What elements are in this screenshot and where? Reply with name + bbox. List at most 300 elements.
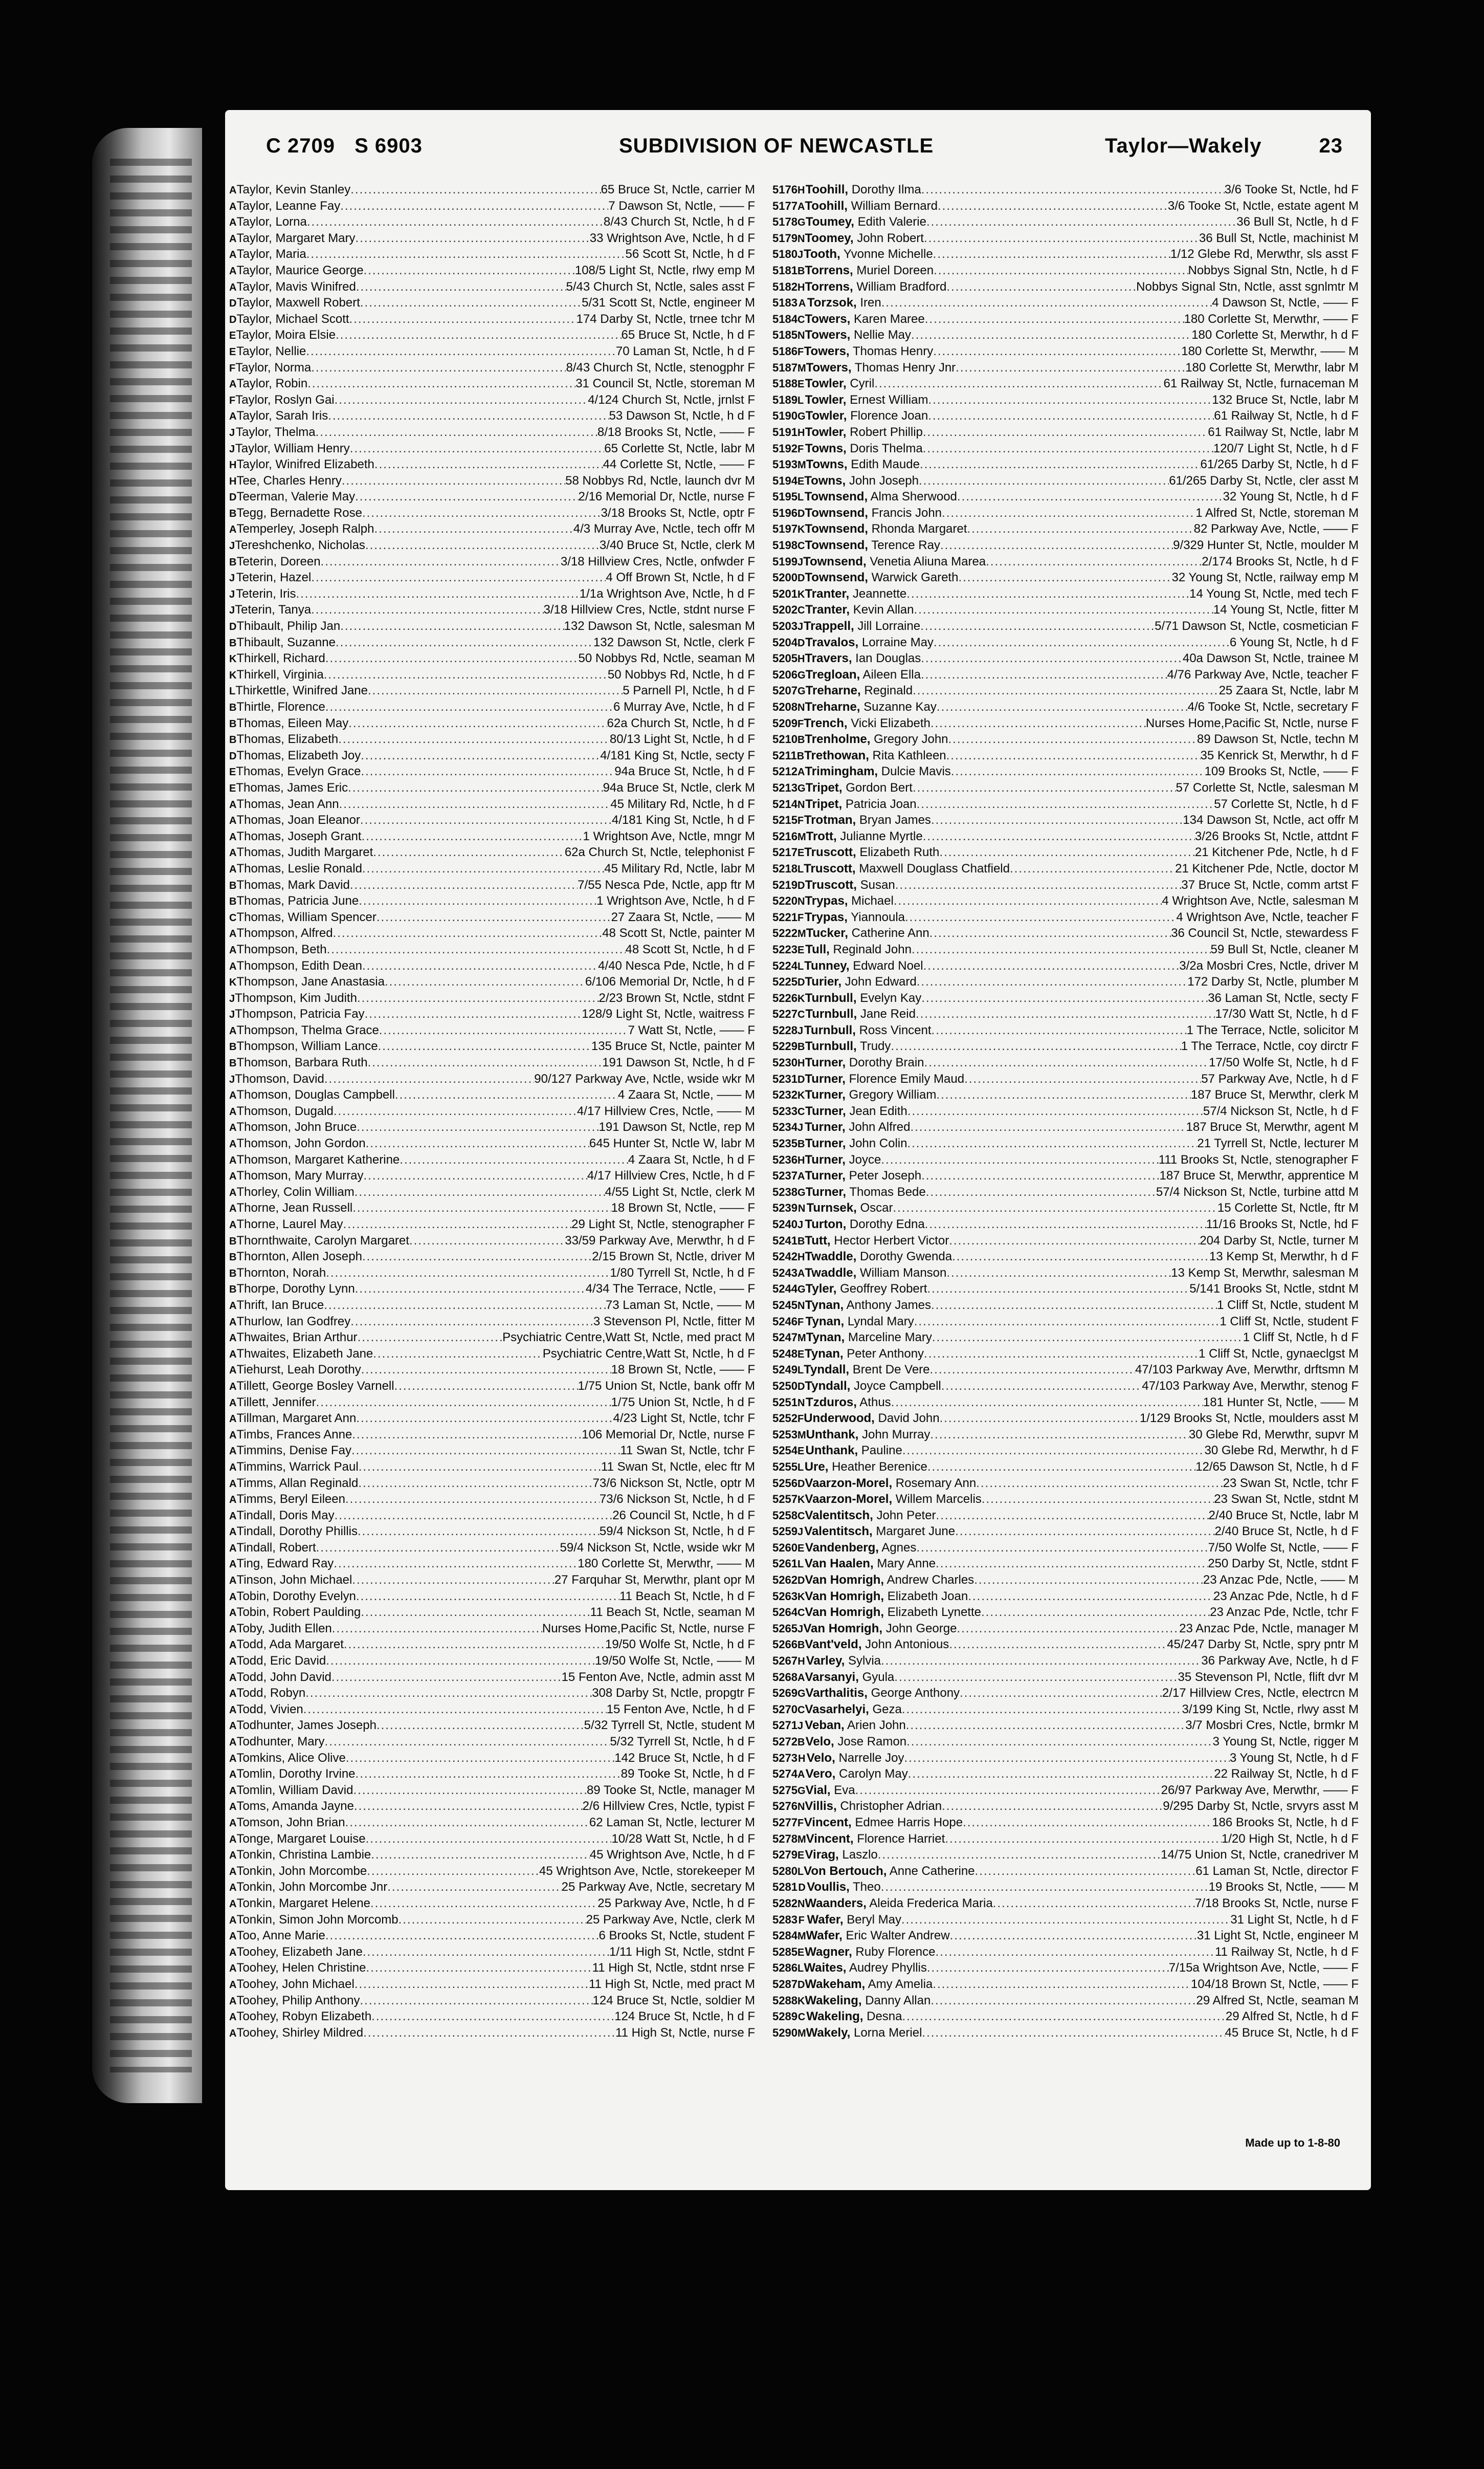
entry-name: Thomson, Barbara Ruth [236, 1056, 368, 1070]
directory-entry [225, 1362, 757, 1378]
entry-code: N [797, 1300, 805, 1312]
entry-name: Thomson, John Bruce [236, 1120, 357, 1134]
entry-address: 191 Dawson St, Nctle, h d F [602, 1056, 755, 1070]
entry-code: A [797, 1171, 805, 1183]
entry-code: A [229, 1914, 237, 1926]
entry-given-names: Marceline Mary [848, 1330, 932, 1345]
entry-name: Taylor, Maxwell Robert [236, 296, 360, 310]
leader-dots [296, 586, 579, 602]
entry-name: Taylor, Mavis Winifred [236, 279, 356, 294]
entry-number: 5216 [772, 829, 798, 843]
entry-surname: Trimingham, [805, 764, 878, 779]
entry-address: Nurses Home,Pacific St, Nctle, nurse F [542, 1621, 755, 1635]
entry-surname: Van Haalen, [804, 1557, 874, 1571]
leader-dots [395, 1087, 618, 1103]
directory-entry [772, 182, 1361, 198]
directory-entry [225, 1265, 757, 1281]
leader-dots [362, 828, 583, 845]
entry-number: 5268 [772, 1670, 798, 1684]
entry-surname: Turnsek, [806, 1201, 857, 1215]
entry-address: 45 Military Rd, Nctle, h d F [610, 797, 755, 811]
entry-name: Tegg, Bernadette Rose [236, 506, 362, 520]
entry-code: D [797, 1381, 805, 1392]
directory-entry [772, 958, 1361, 974]
directory-entry [772, 456, 1361, 473]
leader-dots [327, 942, 626, 958]
directory-entry [772, 1459, 1361, 1475]
entry-number: 5225 [772, 975, 798, 989]
entry-surname: Voullis, [807, 1880, 850, 1894]
leader-dots [917, 796, 1214, 813]
entry-code: J [797, 249, 804, 261]
leader-dots [936, 1507, 1209, 1524]
entry-surname: Ure, [804, 1459, 829, 1474]
leader-dots [923, 424, 1208, 441]
entry-code: J [797, 1526, 804, 1538]
leader-dots [906, 1734, 1212, 1750]
directory-entry [225, 683, 757, 699]
entry-code: J [229, 1074, 235, 1085]
entry-name [806, 1427, 931, 1443]
directory-entry [772, 909, 1361, 926]
entry-address: 1/12 Glebe Rd, Merwthr, sls asst F [1170, 247, 1359, 261]
directory-entry [225, 1976, 757, 1993]
entry-address: 3 Young St, Nctle, h d F [1229, 1751, 1359, 1765]
entry-name [805, 1459, 927, 1475]
entry-name: Thomas, Joseph Grant [236, 829, 362, 843]
entry-name [805, 1976, 933, 1993]
entry-name: Timbs, Frances Anne [236, 1427, 352, 1441]
directory-entry [772, 1766, 1361, 1782]
entry-given-names: Yvonne Michelle [843, 247, 933, 261]
entry-code: A [229, 928, 237, 940]
made-up-date: Made up to 1-8-80 [1245, 2136, 1340, 2149]
directory-entry [772, 214, 1361, 230]
entry-address: Nurses Home,Pacific St, Nctle, nurse F [1145, 716, 1359, 730]
directory-entry [225, 748, 757, 764]
entry-code: B [229, 1268, 237, 1279]
entry-number: 5235 [772, 1137, 798, 1150]
entry-given-names: John Joseph [849, 473, 919, 488]
entry-address: 5/31 Scott St, Nctle, engineer M [582, 296, 755, 310]
entry-name: Taylor, Nellie [236, 344, 306, 358]
leader-dots [352, 1200, 611, 1216]
directory-entry [225, 1314, 757, 1330]
entry-name: Thirkell, Virginia [236, 667, 324, 682]
leader-dots [907, 1103, 1203, 1120]
entry-name [805, 1604, 981, 1621]
entry-address: 61/265 Darby St, Nctle, h d F [1200, 457, 1359, 472]
entry-surname: Vaarzon-Morel, [805, 1476, 893, 1490]
leader-dots [325, 650, 579, 667]
directory-entry [225, 1055, 757, 1071]
entry-given-names: Maxwell Douglass Chatfield [859, 861, 1010, 876]
directory-entry [225, 1717, 757, 1734]
entry-address: 32 Young St, Nctle, railway emp M [1171, 571, 1359, 585]
entry-code: J [229, 427, 235, 439]
entry-name [805, 1071, 964, 1087]
entry-address: 1 Wrightson Ave, Nctle, mngr M [583, 829, 755, 843]
entry-address: 124 Bruce St, Nctle, h d F [614, 2009, 755, 2024]
leader-dots [957, 489, 1223, 505]
entry-surname: Turner, [805, 1104, 846, 1118]
directory-entry [772, 780, 1361, 796]
directory-entry [772, 521, 1361, 537]
entry-name: Taylor, Norma [235, 360, 312, 375]
entry-name: Thomas, William Spencer [236, 910, 376, 924]
entry-code: A [229, 1461, 237, 1473]
entry-address: 94a Bruce St, Nctle, clerk M [603, 780, 755, 795]
entry-number: 5236 [772, 1153, 798, 1166]
entry-code: A [229, 1478, 237, 1490]
directory-entry [225, 392, 757, 408]
entry-number: 5254 [772, 1444, 798, 1457]
entry-number: 5270 [772, 1702, 798, 1716]
entry-address: 7 Watt St, Nctle, —— F [628, 1023, 755, 1037]
entry-number: 5258 [772, 1509, 798, 1522]
entry-given-names: Rosemary Ann [895, 1476, 977, 1490]
entry-name [805, 1297, 931, 1314]
entry-address: 36 Laman St, Nctle, secty F [1208, 991, 1359, 1005]
leader-dots [946, 748, 1201, 764]
directory-entry [225, 1459, 757, 1475]
entry-code: M [797, 1429, 806, 1441]
entry-name: Taylor, Lorna [236, 215, 307, 229]
entry-code: B [229, 508, 237, 519]
directory-entry [225, 1621, 757, 1637]
entry-given-names: Theo [853, 1880, 881, 1894]
entry-given-names: William Bradford [856, 279, 947, 294]
directory-entry [772, 473, 1361, 489]
directory-entry [225, 1022, 757, 1039]
entry-address: 57/4 Nickson St, Nctle, h d F [1203, 1104, 1359, 1118]
entry-address: 6 Murray Ave, Nctle, h d F [613, 700, 755, 714]
leader-dots [914, 602, 1213, 618]
entry-address: 62a Church St, Nctle, telephonist F [564, 845, 755, 860]
leader-dots [370, 1895, 597, 1912]
entry-surname: Turton, [805, 1217, 847, 1231]
entry-number: 5215 [772, 814, 798, 827]
leader-dots [902, 1701, 1182, 1718]
leader-dots [881, 295, 1212, 311]
entry-name [805, 1507, 936, 1524]
entry-address: 11 High St, Nctle, stdnt nrse F [592, 1961, 755, 1975]
directory-entry [225, 230, 757, 247]
entry-address: 4/55 Light St, Nctle, clerk M [605, 1185, 755, 1199]
entry-address: 3/26 Brooks St, Nctle, attdnt F [1194, 829, 1359, 843]
entry-number: 5277 [772, 1816, 798, 1829]
entry-name [806, 667, 921, 683]
entry-given-names: Dulcie Mavis [881, 764, 951, 779]
entry-name: Tomson, John Brian [236, 1815, 345, 1829]
entry-name: Tomlin, Dorothy Irvine [236, 1767, 356, 1781]
entry-number: 5285 [772, 1945, 798, 1958]
entry-name [804, 343, 934, 360]
entry-code: M [797, 2027, 806, 2039]
entry-name: Taylor, Leanne Fay [236, 199, 341, 213]
entry-given-names: Thomas Henry Jnr [854, 360, 956, 375]
entry-surname: Varthalitis, [805, 1686, 868, 1700]
leader-dots [356, 279, 566, 295]
entry-address: 2/40 Bruce St, Nctle, h d F [1214, 1524, 1359, 1539]
entry-number: 5184 [772, 312, 798, 325]
entry-name [805, 1055, 924, 1071]
leader-dots [364, 263, 575, 279]
leader-dots [956, 360, 1185, 376]
entry-code: A [229, 249, 237, 261]
entry-code: M [797, 1332, 806, 1344]
entry-code: B [229, 637, 237, 649]
leader-dots [316, 424, 597, 441]
entry-name: Tee, Charles Henry [236, 473, 342, 488]
entry-address: 73/6 Nickson St, Nctle, optr M [592, 1476, 755, 1490]
directory-entry [225, 635, 757, 651]
entry-address: 26 Council St, Nctle, h d F [612, 1508, 755, 1522]
directory-entry [772, 1410, 1361, 1427]
leader-dots [936, 1556, 1208, 1572]
entry-surname: Turner, [805, 1169, 846, 1183]
entry-address: 186 Brooks St, Nctle, h d F [1212, 1815, 1359, 1829]
entry-given-names: Cyril [850, 377, 875, 391]
entry-name [805, 1669, 894, 1686]
entry-address: 57 Corlette St, Nctle, salesman M [1176, 780, 1359, 795]
leader-dots [344, 1636, 605, 1653]
entry-given-names: Geoffrey Robert [840, 1282, 927, 1296]
entry-name: Thompson, Alfred [236, 926, 333, 941]
directory-entry [225, 1604, 757, 1621]
entry-address: 132 Dawson St, Nctle, clerk F [593, 635, 755, 649]
entry-address: 89 Tooke St, Nctle, h d F [621, 1767, 755, 1781]
entry-name: Tillett, George Bosley Varnell [236, 1379, 394, 1393]
entry-surname: Truscott, [804, 845, 856, 860]
entry-given-names: Edith Maude [851, 457, 920, 472]
entry-surname: Turnbull, [804, 1023, 856, 1037]
entry-surname: Van Homrigh, [805, 1605, 884, 1620]
leader-dots [346, 1750, 614, 1766]
entry-address: 1/20 High St, Nctle, h d F [1221, 1831, 1359, 1846]
entry-given-names: Karen Maree [854, 312, 925, 326]
entry-address: 8/18 Brooks St, Nctle, —— F [597, 425, 755, 439]
entry-code: C [797, 1009, 805, 1021]
leader-dots [385, 974, 585, 990]
entry-code: A [229, 185, 237, 196]
directory-entry [772, 263, 1361, 279]
entry-address: Psychiatric Centre,Watt St, Nctle, h d F [542, 1346, 755, 1361]
entry-number: 5201 [772, 587, 798, 600]
entry-name: Tindall, Dorothy Phillis [236, 1524, 358, 1539]
entry-name: Todd, John David [236, 1670, 331, 1684]
directory-entry [772, 295, 1361, 311]
leader-dots [362, 1249, 592, 1265]
entry-number: 5267 [772, 1654, 798, 1668]
entry-given-names: Beryl May [847, 1912, 901, 1927]
entry-name: Tindall, Doris May [236, 1508, 335, 1522]
leader-dots [874, 376, 1163, 392]
leader-dots [949, 1636, 1167, 1653]
entry-address: 108/5 Light St, Nctle, rlwy emp M [574, 263, 755, 277]
entry-name [805, 1168, 921, 1184]
entry-surname: Towler, [805, 409, 847, 423]
entry-number: 5266 [772, 1638, 798, 1651]
entry-surname: Veban, [805, 1718, 845, 1733]
entry-address: 26/97 Parkway Ave, Merwthr, —— F [1161, 1783, 1359, 1797]
entry-code: G [797, 217, 806, 229]
directory-page [225, 110, 1371, 2190]
entry-given-names: Narrelle Joy [838, 1751, 904, 1765]
leader-dots [933, 1976, 1191, 1993]
leader-dots [335, 392, 588, 408]
entry-number: 5276 [772, 1800, 798, 1813]
entry-address: 2/15 Brown St, Nctle, driver M [592, 1250, 755, 1264]
entry-given-names: George Anthony [871, 1686, 960, 1700]
entry-given-names: Suzanne Kay [863, 700, 937, 714]
entry-code: A [229, 1171, 237, 1183]
entry-code: A [229, 1397, 237, 1409]
entry-given-names: Sylvia [848, 1654, 881, 1668]
entry-surname: Trypas, [804, 910, 848, 924]
entry-number: 5193 [772, 458, 798, 471]
entry-code: E [229, 767, 236, 778]
entry-name [804, 861, 1010, 877]
entry-code: B [797, 1041, 805, 1053]
entry-code: A [229, 1640, 237, 1651]
entry-number: 5203 [772, 620, 798, 633]
entry-name [804, 246, 933, 263]
entry-address: 1/80 Tyrrell St, Nctle, h d F [610, 1265, 755, 1280]
leader-dots [336, 635, 593, 651]
entry-address: 6/106 Memorial Dr, Nctle, h d F [585, 975, 755, 989]
entry-given-names: Margaret June [876, 1524, 956, 1539]
entry-name [804, 748, 946, 764]
directory-entry [772, 1184, 1361, 1200]
entry-code: K [229, 653, 237, 665]
entry-address: 3/6 Tooke St, Nctle, estate agent M [1167, 199, 1359, 213]
entry-number: 5275 [772, 1783, 798, 1797]
entry-name: Ting, Edward Ray [236, 1557, 334, 1571]
entry-address: 2/174 Brooks St, Nctle, h d F [1202, 554, 1359, 569]
directory-entry [225, 263, 757, 279]
entry-number: 5271 [772, 1719, 798, 1732]
entry-surname: Towers, [805, 328, 851, 342]
leader-dots [932, 1022, 1187, 1039]
entry-code: B [229, 556, 237, 568]
leader-dots [360, 295, 582, 311]
directory-entry [225, 942, 757, 958]
entry-address: 204 Darby St, Nctle, turner M [1200, 1233, 1359, 1248]
entry-name [805, 796, 916, 813]
entry-code: D [797, 1478, 805, 1490]
leader-dots [926, 214, 1236, 230]
entry-address: 27 Farquhar St, Merwthr, plant opr M [554, 1573, 755, 1587]
entry-name [806, 360, 956, 376]
directory-entry [772, 1523, 1361, 1540]
entry-address: 1/11 High St, Nctle, stdnt F [609, 1944, 755, 1959]
directory-entry [772, 1006, 1361, 1022]
leader-dots [960, 1685, 1162, 1701]
entry-address: 14 Young St, Nctle, med tech F [1189, 586, 1359, 601]
directory-entry [225, 812, 757, 828]
entry-given-names: John Alfred [849, 1120, 911, 1134]
entry-name: Thomson, Mary Murray [236, 1169, 364, 1183]
directory-entry [772, 844, 1361, 861]
leader-dots [919, 473, 1169, 489]
entry-number: 5282 [772, 1896, 798, 1910]
entry-surname: Townsend, [805, 538, 868, 553]
entry-given-names: Mary Anne [877, 1557, 936, 1571]
entry-code: J [797, 621, 804, 633]
entry-name: Thibault, Philip Jan [236, 619, 341, 633]
leader-dots [334, 1103, 577, 1120]
directory-entry [772, 279, 1361, 295]
entry-name [805, 990, 922, 1007]
entry-given-names: Lyndal Mary [847, 1314, 914, 1328]
directory-entry [772, 1621, 1361, 1637]
entry-surname: Unthank, [805, 1444, 858, 1458]
directory-entry [772, 1750, 1361, 1766]
entry-address: 32 Young St, Nctle, h d F [1223, 490, 1359, 504]
entry-number: 5210 [772, 733, 798, 746]
leader-dots [950, 1928, 1197, 1944]
entry-name [807, 1879, 881, 1895]
entry-given-names: Jeannette [852, 586, 907, 601]
directory-entry [225, 731, 757, 748]
entry-address: 15 Fenton Ave, Nctle, admin asst M [561, 1670, 755, 1684]
entry-address: 36 Council St, Nctle, stewardess F [1171, 926, 1359, 941]
entry-address: 124 Bruce St, Nctle, soldier M [592, 1993, 755, 2007]
directory-entry [772, 667, 1361, 683]
entry-code: C [797, 314, 805, 325]
leader-dots [361, 1362, 611, 1378]
leader-dots [356, 1766, 621, 1782]
leader-dots [964, 1071, 1201, 1087]
entry-code: G [797, 1187, 806, 1198]
right-column [772, 182, 1361, 2041]
entry-name [806, 182, 921, 198]
entry-surname: Vincent, [806, 1831, 854, 1846]
entry-code: L [797, 395, 804, 406]
entry-code: M [797, 831, 806, 843]
entry-code: G [797, 686, 806, 697]
entry-number: 5256 [772, 1476, 798, 1490]
entry-given-names: David John [878, 1411, 940, 1426]
entry-given-names: Julianne Myrtle [840, 829, 923, 843]
entry-number: 5283 [772, 1913, 798, 1926]
entry-number: 5290 [772, 2026, 798, 2039]
entry-code: A [229, 1429, 237, 1441]
entry-name [805, 1993, 931, 2009]
entry-address: 65 Corlette St, Nctle, labr M [604, 441, 755, 455]
leader-dots [993, 1895, 1195, 1912]
entry-surname: Towers, [806, 360, 852, 375]
entry-name: Thirkettle, Winifred Jane [235, 684, 368, 698]
entry-surname: Turner, [805, 1120, 846, 1134]
directory-entry [225, 1701, 757, 1718]
entry-name: Thomson, Dugald [236, 1104, 334, 1118]
entry-surname: Trench, [804, 716, 848, 730]
entry-name: Thompson, Kim Judith [235, 991, 357, 1005]
entry-surname: Tynan, [805, 1314, 845, 1328]
entry-number: 5224 [772, 959, 798, 972]
entry-address: 111 Brooks St, Nctle, stenographer F [1158, 1152, 1359, 1167]
entry-code: M [797, 928, 806, 940]
entry-surname: Tregloan, [805, 667, 860, 682]
leader-dots [931, 812, 1183, 828]
entry-code: E [797, 1947, 805, 1958]
entry-name [805, 263, 934, 279]
entry-code: J [797, 1219, 804, 1231]
entry-number: 5265 [772, 1622, 798, 1635]
entry-code: D [229, 492, 237, 504]
